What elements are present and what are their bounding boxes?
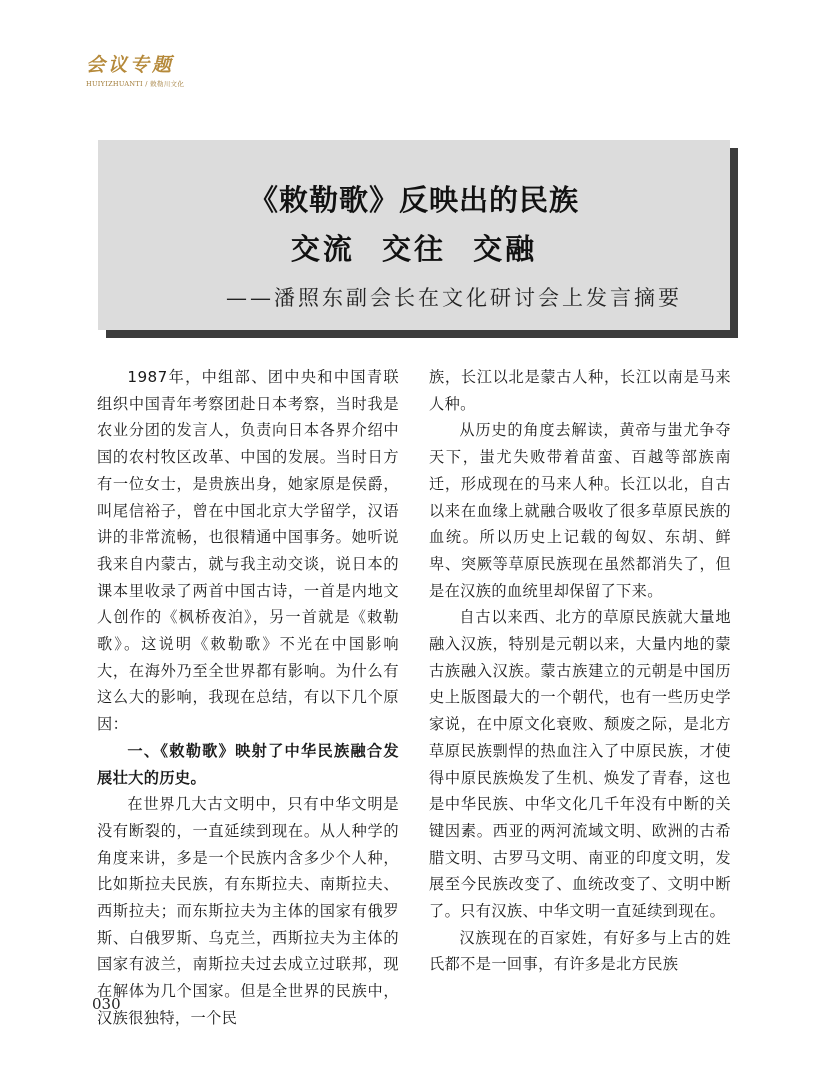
left-column (97, 364, 399, 1032)
article-title-line1: 《敕勒歌》反映出的民族 (248, 183, 579, 217)
paragraph: 自古以来西、北方的草原民族就大量地融入汉族，特别是元朝以来，大量内地的蒙古族融入汉族。蒙古族建立的元朝是中国历史上版图最大的一个朝代，也有一些历史学家说，在中原文化衰败、颓废之际，是北方草原民族剽悍的热血注入了中原民族，才使得中原民族焕发了生机、焕发了青春，这也是中华民族、中华文化几千年没有中断的关键因素。西亚的两河流域文明、欧洲的古希腊文明、古罗马文明、南亚的印度文明，发展至今民族改变了、血统改变了、文明中断了。只有汉族、中华文明一直延续到现在。 (429, 608, 731, 921)
paragraph: 汉族现在的百家姓，有好多与上古的姓氏都不是一回事，有许多是北方民族 (429, 928, 731, 974)
section-header (86, 50, 184, 88)
paragraph: 1987年，中组部、团中央和中国青联组织中国青年考察团赴日本考察，当时我是农业分团的发言人，负责向日本各界介绍中国的农村牧区改革、中国的发展。当时日方有一位女士，是贵族出身，她家原是侯爵，叫尾信裕子，曾在中国北京大学留学，汉语讲的非常流畅，也很精通中国事务。她听说我来自内蒙古，就与我主动交谈，说日本的课本里收录了两首中国古诗，一首是内地文人创作的《枫桥夜泊》，另一首就是《敕勒歌》。这说明《敕勒歌》不光在中国影响大，在海外乃至全世界都有影响。为什么有这么大的影响，我现在总结，有以下几个原因： (97, 368, 399, 734)
paragraph: 在世界几大古文明中，只有中华文明是没有断裂的，一直延续到现在。从人种学的角度来讲，多是一个民族内含多少个人种，比如斯拉夫民族，有东斯拉夫、南斯拉夫、西斯拉夫；而东斯拉夫为主体的国家有俄罗斯、白俄罗斯、乌克兰，西斯拉夫为主体的国家有波兰，南斯拉夫过去成立过联邦，现在解体为几个国家。但是全世界的民族中，汉族很独特，一个民 (97, 795, 399, 1027)
section-title: 会议专题 (86, 54, 175, 76)
article-title-line2: 交流 交往 交融 (290, 232, 538, 266)
paragraph-continued: 族，长江以北是蒙古人种，长江以南是马来人种。 (429, 368, 731, 413)
right-column (429, 364, 731, 978)
section-heading: 一、《敕勒歌》映射了中华民族融合发展壮大的历史。 (97, 741, 399, 787)
section-subtitle: HUIYIZHUANTI / 敕勒川文化 (86, 80, 185, 88)
page-number: 030 (92, 995, 121, 1013)
paragraph: 从历史的角度去解读，黄帝与蚩尤争夺天下，蚩尤失败带着苗蛮、百越等部族南迁，形成现在的马来人种。长江以北，自古以来在血缘上就融合吸收了很多草原民族的血统。所以历史上记载的匈奴、东胡、鲜卑、突厥等草原民族现在虽然都消失了，但是在汉族的血统里却保留了下来。 (429, 421, 731, 600)
article-title-box (98, 140, 730, 330)
article-subtitle: ——潘照东副会长在文化研讨会上发言摘要 (226, 286, 682, 310)
